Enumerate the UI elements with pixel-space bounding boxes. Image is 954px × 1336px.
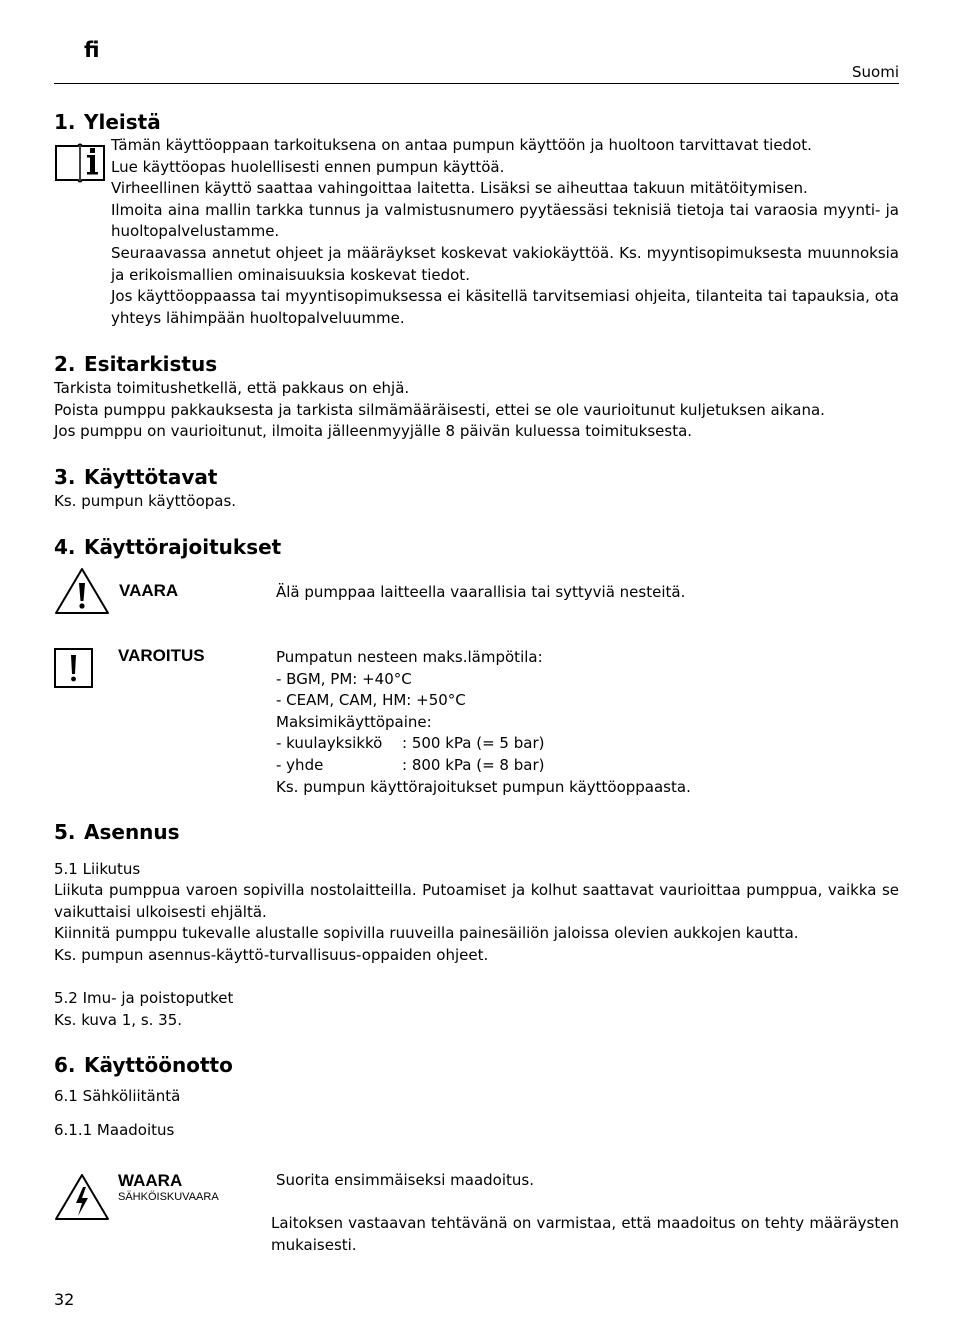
subsection-6-1-1-title: 6.1.1 Maadoitus: [54, 1121, 175, 1139]
section-heading-6: 6. Käyttöönotto: [54, 1053, 233, 1077]
subsection-6-1-title: 6.1 Sähköliitäntä: [54, 1087, 181, 1105]
subsection-5-1-title: 5.1 Liikutus: [54, 860, 141, 878]
section-3-body: Ks. pumpun käyttöopas.: [54, 492, 237, 510]
electric-text-1: Suorita ensimmäiseksi maadoitus.: [276, 1171, 534, 1189]
header-divider: [54, 83, 899, 84]
subsection-5-1-body: Liikuta pumppua varoen sopivilla nostolaitteilla. Putoamiset ja kolhut saattavat vaurioittaa pumppua, vaikka se vaikuttaisi ulkoisesti ehjältä. Kiinnitä pumppu tukevalle alustalle sopivilla ruuveilla painesäiliön jaloissa olevien aukkojen kautta. Ks. pumpun asennus-käyttö-turvallisuus-oppaiden ohjeet.: [54, 881, 899, 964]
electric-signal-word: WAARA: [118, 1171, 183, 1190]
section-heading-2: 2. Esitarkistus: [54, 352, 218, 376]
electric-text-2: Laitoksen vastaavan tehtävänä on varmistaa, että maadoitus on tehty määräysten mukaisesti.: [271, 1214, 899, 1254]
caution-exclamation-icon: [54, 648, 94, 689]
danger-text: Älä pumppaa laitteella vaarallisia tai syttyviä nesteitä.: [276, 583, 686, 601]
section-heading-3: 3. Käyttötavat: [54, 465, 218, 489]
subsection-5-2-body: Ks. kuva 1, s. 35.: [54, 1011, 183, 1029]
section-2-body: Tarkista toimitushetkellä, että pakkaus on ehjä. Poista pumppu pakkauksesta ja tarkista silmämääräisesti, ettei se ole vaurioitunut kuljetuksen aikana. Jos pumppu on vaurioitunut, ilmoita jälleenmyyjälle 8 päivän kuluessa toimituksesta.: [54, 379, 825, 441]
electric-shock-warning-icon: [54, 1172, 110, 1222]
section-heading-4: 4. Käyttörajoitukset: [54, 535, 282, 559]
warning-signal-word: VAROITUS: [118, 646, 205, 665]
danger-signal-word: VAARA: [119, 581, 179, 600]
language-name: Suomi: [852, 63, 899, 81]
electric-signal-subword: SÄHKÖISKUVAARA: [118, 1191, 219, 1203]
section-heading-1: 1. Yleistä: [54, 110, 161, 134]
section-1-body: Tämän käyttöoppaan tarkoituksena on antaa pumpun käyttöön ja huoltoon tarvittavat tiedot. Lue käyttöopas huolellisesti ennen pumpun käyttöä. Virheellinen käyttö saattaa vahingoittaa laitetta. Lisäksi se aiheuttaa takuun mitätöitymisen. Ilmoita aina mallin tarkka tunnus ja valmistusnumero pyytäessäsi teknisiä tietoja tai varaosia myynti- ja huoltopalvelustamme. Seuraavassa annetut ohjeet ja määräykset koskevat vakiokäyttöä. Ks. myyntisopimuksesta muunnoksia ja erikoismallien ominaisuuksia koskevat tiedot. Jos käyttöoppaassa tai myyntisopimuksessa ei käsitellä tarvitsemiasi ohjeita, tilanteita tai tapauksia, ota yhteys lähimpään huoltopalveluumme.: [111, 136, 899, 327]
section-heading-5: 5. Asennus: [54, 820, 180, 844]
page-number: 32: [54, 1290, 75, 1309]
warning-text: Pumpatun nesteen maks.lämpötila: - BGM, PM: +40°C - CEAM, CAM, HM: +50°C Maksimikäyttöpaine: - kuulayksikkö : 500 kPa (= 5 bar) - yhde : 800 kPa (= 8 bar) Ks. pumpun käyttörajoitukset pumpun käyttöoppaasta.: [276, 648, 691, 796]
subsection-5-2-title: 5.2 Imu- ja poistoputket: [54, 989, 234, 1007]
danger-warning-triangle-icon: [54, 566, 110, 616]
manual-info-icon: [54, 140, 106, 185]
language-code: fi: [84, 38, 100, 62]
